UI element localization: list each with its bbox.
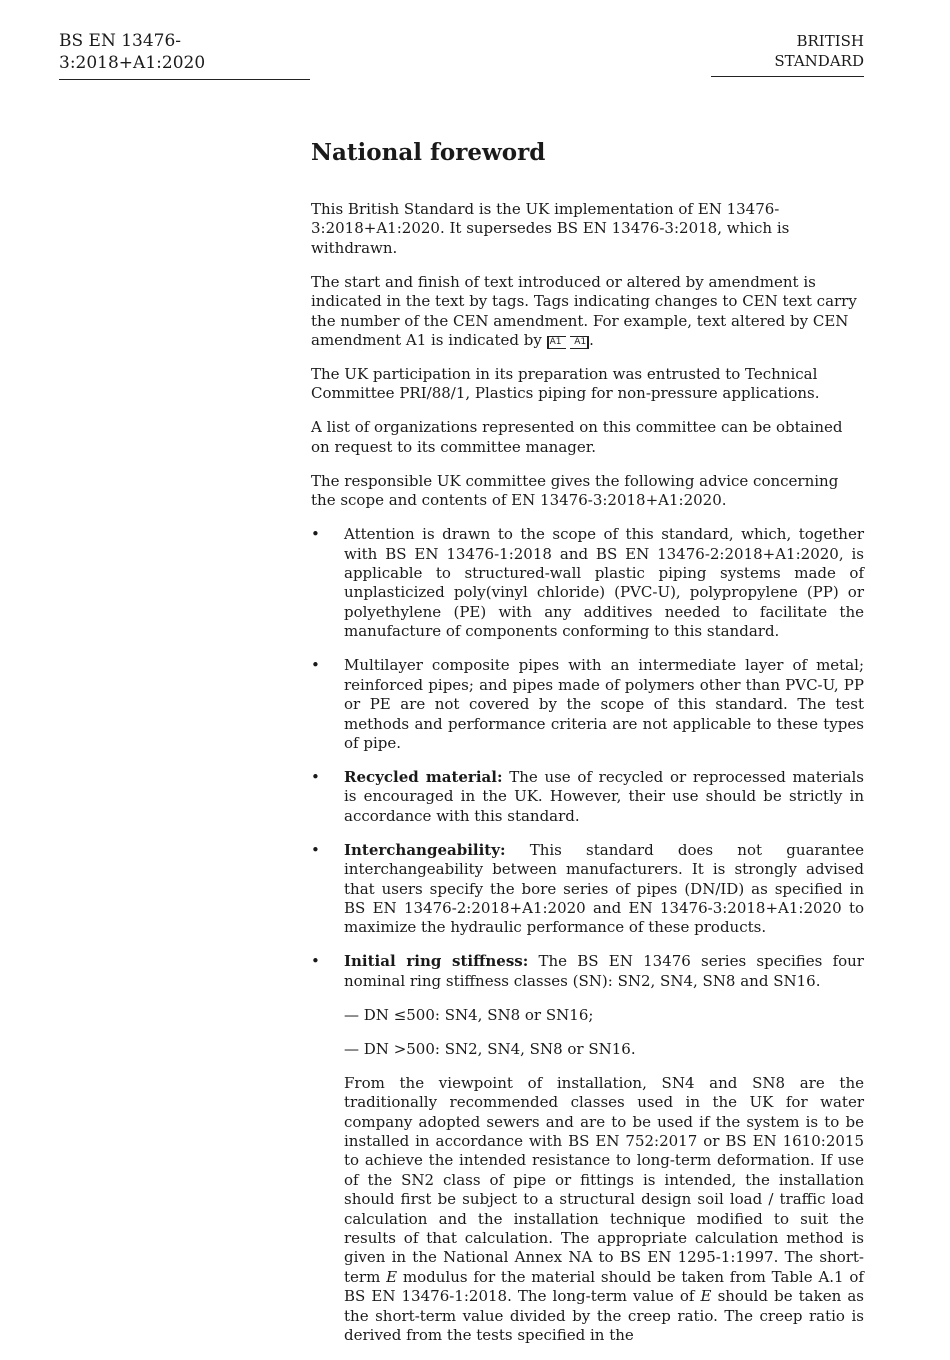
paragraph-committee: The UK participation in its preparation was entrusted to Technical Committee PRI/88/1, Plastics piping for non-pressure applications. [311, 365, 820, 403]
installation-text-a: From the viewpoint of installation, SN4 and SN8 are the traditionally recommended classes used in the UK for water company adopted sewers and are to be used if the system is to be installed in accordance with BS EN 752:2017 or BS EN 1610:2015 to achieve the intended resistance to long-term deformation. If use of the SN2 class of pipe or fittings is intended, the installation should first be subject to a structural design soil load / traffic load calculation and the installation technique modified to suit the results of that calculation. The appropriate calculation method is given in the National Annex NA to BS EN 1295-1:1997. The short-term [344, 1073, 864, 1286]
main-content [311, 136, 864, 1360]
advice-list [311, 525, 864, 1345]
bullet-icon: • [311, 767, 320, 786]
list-item-text: The BS EN 13476 series specifies four nominal ring stiffness classes (SN): SN2, SN4, SN8 and SN16. [344, 952, 864, 990]
list-item-text: The use of recycled or reprocessed materials is encouraged in the UK. However, their use should be strictly in accordance with this standard. [344, 767, 865, 825]
amendment-close-tag-icon: A1 [570, 336, 589, 349]
amendment-text: The start and finish of text introduced or altered by amendment is indicated in the text by tags. Tags indicating changes to CEN text carry the number of the CEN amendment. For example, text altered by CEN amendment A1 is indicated by [311, 272, 857, 350]
list-item-multilayer [311, 656, 864, 753]
amendment-end: . [589, 331, 594, 350]
ring-stiffness-intro [344, 952, 864, 991]
paragraph-advice: The responsible UK committee gives the following advice concerning the scope and contents of EN 13476-3:2018+A1:2020. [311, 471, 839, 510]
paragraph-organizations: A list of organizations represented on this committee can be obtained on request to its committee manager. [311, 418, 843, 456]
installation-paragraph [344, 1074, 864, 1346]
bullet-icon: • [311, 840, 320, 859]
paragraph-implementation: This British Standard is the UK implementation of EN 13476-3:2018+A1:2020. It supersedes BS EN 13476-3:2018, which is withdrawn. [311, 200, 790, 257]
installation-text-c: should be taken as the short-term value divided by the creep ratio. The creep ratio is derived from the tests specified in the [344, 1287, 864, 1345]
header-document-id: BS EN 13476-3:2018+A1:2020 [59, 30, 310, 80]
list-item-label: Initial ring stiffness: [344, 952, 529, 971]
paragraph-amendment-tags [311, 273, 864, 351]
list-item-text: Multilayer composite pipes with an intermediate layer of metal; reinforced pipes; and pipes made of polymers other than PVC-U, PP or PE are not covered by the scope of this standard. The test methods and performance criteria are not applicable to these types of pipe. [344, 656, 864, 752]
bullet-icon: • [311, 525, 320, 544]
list-item-label: Interchangeability: [344, 840, 506, 859]
page-title: National foreword [311, 139, 546, 166]
header-label: BRITISH STANDARD [711, 31, 864, 77]
bullet-icon: • [311, 952, 320, 971]
dash-item-dn-small: — DN ≤500: SN4, SN8 or SN16; [344, 1005, 594, 1024]
bullet-icon: • [311, 656, 320, 675]
dash-item-dn-large: — DN >500: SN2, SN4, SN8 or SN16. [344, 1039, 636, 1058]
modulus-symbol: E [700, 1287, 712, 1306]
installation-text-b: modulus for the material should be taken from Table A.1 of BS EN 13476-1:2018. The long-term value of [344, 1267, 864, 1306]
list-item-label: Recycled material: [344, 767, 503, 786]
list-item-scope [311, 525, 864, 641]
list-item-text: Attention is drawn to the scope of this standard, which, together with BS EN 13476-1:2018 and BS EN 13476-2:2018+A1:2020, is applicable to structured-wall plastic piping systems made of unplasticized poly(vinyl chloride) (PVC-U), polypropylene (PP) or polyethylene (PE) with any additives needed to facilitate the manufacture of components conforming to this standard. [344, 525, 864, 641]
list-item-text: This standard does not guarantee interchangeability between manufacturers. It is strongly advised that users specify the bore series of pipes (DN/ID) as specified in BS EN 13476-2:2018+A1:2020 and EN 13476-3:2018+A1:2020 to maximize the hydraulic performance of these products. [344, 840, 864, 937]
amendment-open-tag-icon: A1 [547, 336, 566, 349]
list-item-recycled [311, 768, 864, 826]
list-item-ring-stiffness [311, 952, 864, 1345]
list-item-interchangeability [311, 841, 864, 938]
modulus-symbol: E [386, 1267, 398, 1286]
